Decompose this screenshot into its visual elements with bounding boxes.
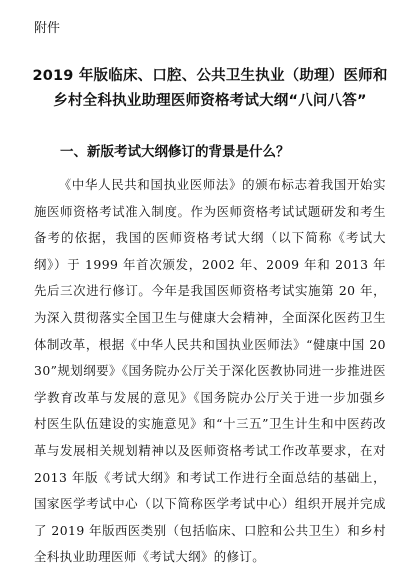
document-title-line-2: 乡村全科执业助理医师资格考试大纲“八问八答” bbox=[53, 93, 367, 109]
attachment-label: 附件 bbox=[34, 21, 61, 36]
body-paragraph: 《中华人民共和国执业医师法》的颁布标志着我国开始实施医师资格考试准入制度。作为医师资格考试试题研发和考生备考的依据，我国的医师资格考试大纲（以下简称《考试大纲》）于 1999 年首次颁发，2002 年、2009 年和 2013 年先后三次进行修订。今年是我国医师资格考试实施第 20 年，为深入贯彻落实全国卫生与健康大会精神，全面深化医药卫生体制改革，根据《中华人民共和国执业医师法》“健康中国 2030”规划纲要》《国务院办公厅关于深化医教协同进一步推进医学教育改革与发展的意见》《国务院办公厅关于进一步加强乡村医生队伍建设的实施意见》和“十三五”卫生计生和中医药改革与发展相关规划精神以及医师资格考试工作改革要求，在对 2013 年版《考试大纲》和考试工作进行全面总结的基础上，国家医学考试中心（以下简称医学考试中心）组织开展并完成了 2019 年版西医类别（包括临床、口腔和公共卫生）和乡村全科执业助理医师《考试大纲》的修订。 bbox=[34, 177, 386, 565]
section-heading: 一、新版考试大纲修订的背景是什么？ bbox=[60, 144, 290, 160]
document-title-line-1: 2019 年版临床、口腔、公共卫生执业（助理）医师和 bbox=[32, 68, 388, 84]
document-title bbox=[20, 64, 400, 114]
